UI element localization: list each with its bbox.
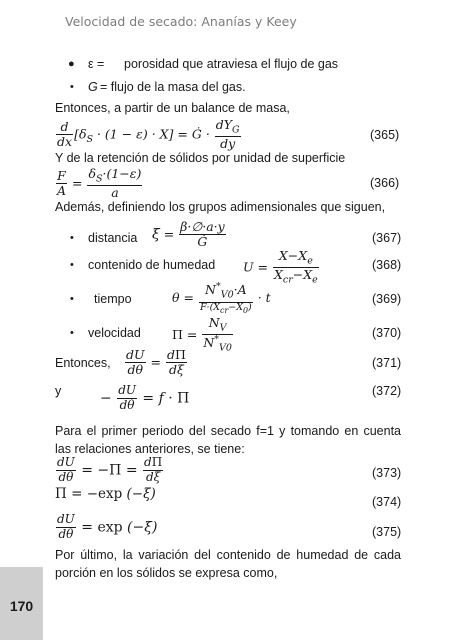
- paragraph-moisture-variation: Por último, la variación del contenido de humedad de cada porción en los sólidos se expresa como,: [55, 548, 401, 580]
- paragraph-first-drying-period: Para el primer periodo del secado f=1 y tomando en cuenta las relaciones anteriores, se tiene:: [55, 424, 401, 456]
- equation-368: U = $\frac{X-X_e}{X_{cr}-X_e}$: [243, 248, 318, 286]
- paragraph-dimensionless-groups: Además, definiendo los grupos adimensionales que siguen,: [55, 200, 386, 214]
- equation-number-367: (367): [372, 231, 402, 245]
- equation-367: ξ = $\frac{\beta\cdot\emptyset\cdot a\cdot y}{Ġ}$: [152, 219, 225, 250]
- text-y: y: [55, 384, 62, 398]
- group-label-moisture: contenido de humedad: [88, 258, 216, 272]
- equation-374: Π = −exp (−ξ): [55, 486, 156, 502]
- equation-370: Π = $\frac{N_V}{N^*_{V0}}$: [172, 315, 232, 355]
- equation-number-371: (371): [372, 356, 402, 370]
- bullet-icon: •: [70, 327, 74, 339]
- equation-372: − $\frac{dU}{d\theta}$ = f · Π: [100, 383, 190, 412]
- equation-number-373: (373): [372, 466, 402, 480]
- bullet-g-text: = flujo de la masa del gas.: [100, 80, 246, 94]
- group-label-distance: distancia: [88, 231, 138, 245]
- bullet-icon: •: [70, 293, 74, 305]
- equation-371: $\frac{dU}{d\theta}$ = $\frac{d\Pi}{d\xi}$: [126, 347, 186, 378]
- equation-365: $\frac{d}{dx}$ $[\delta_S \cdot (1 - \varepsilon) \cdot X]$ = Ġ · $\frac{dY_G}{dy}$: [57, 117, 240, 152]
- bullet-icon: •: [70, 259, 74, 271]
- equation-366: $\frac{F}{A}$ = $\frac{\delta_S\cdot(1-\varepsilon)}{a}$: [57, 166, 142, 201]
- page-number: 170: [9, 598, 34, 614]
- bullet-epsilon-text: porosidad que atraviesa el flujo de gas: [124, 57, 339, 71]
- equation-number-368: (368): [372, 258, 402, 272]
- paragraph-mass-balance: Entonces, a partir de un balance de masa,: [55, 101, 290, 115]
- equation-number-365: (365): [370, 128, 400, 142]
- equation-number-369: (369): [372, 292, 402, 306]
- bullet-icon: •: [70, 232, 74, 244]
- equation-number-372: (372): [372, 384, 402, 398]
- bullet-icon: •: [70, 81, 74, 93]
- paragraph-solids-retention: Y de la retención de sólidos por unidad de superficie: [55, 151, 346, 165]
- equation-number-366: (366): [370, 176, 400, 190]
- running-header: Velocidad de secado: Ananías y Keey: [65, 14, 297, 29]
- equation-373: $\frac{dU}{d\theta}$ = −Π = $\frac{d\Pi}{d\xi}$: [57, 455, 163, 484]
- equation-369: θ = $\frac{N^*_{V0}\cdot A}{F\cdot(X_{cr}-X_0)}$ · t: [172, 281, 271, 315]
- bullet-g-symbol: G: [88, 80, 98, 94]
- bullet-epsilon-symbol: ε =: [88, 57, 105, 71]
- equation-number-370: (370): [372, 326, 402, 340]
- group-label-time: tiempo: [94, 292, 132, 306]
- group-label-velocity: velocidad: [88, 326, 141, 340]
- equation-number-375: (375): [372, 525, 402, 539]
- equation-375: $\frac{dU}{d\theta}$ = exp (−ξ): [57, 512, 158, 541]
- text-entonces: Entonces,: [55, 356, 111, 370]
- equation-number-374: (374): [372, 495, 402, 509]
- bullet-icon: ●: [68, 58, 75, 70]
